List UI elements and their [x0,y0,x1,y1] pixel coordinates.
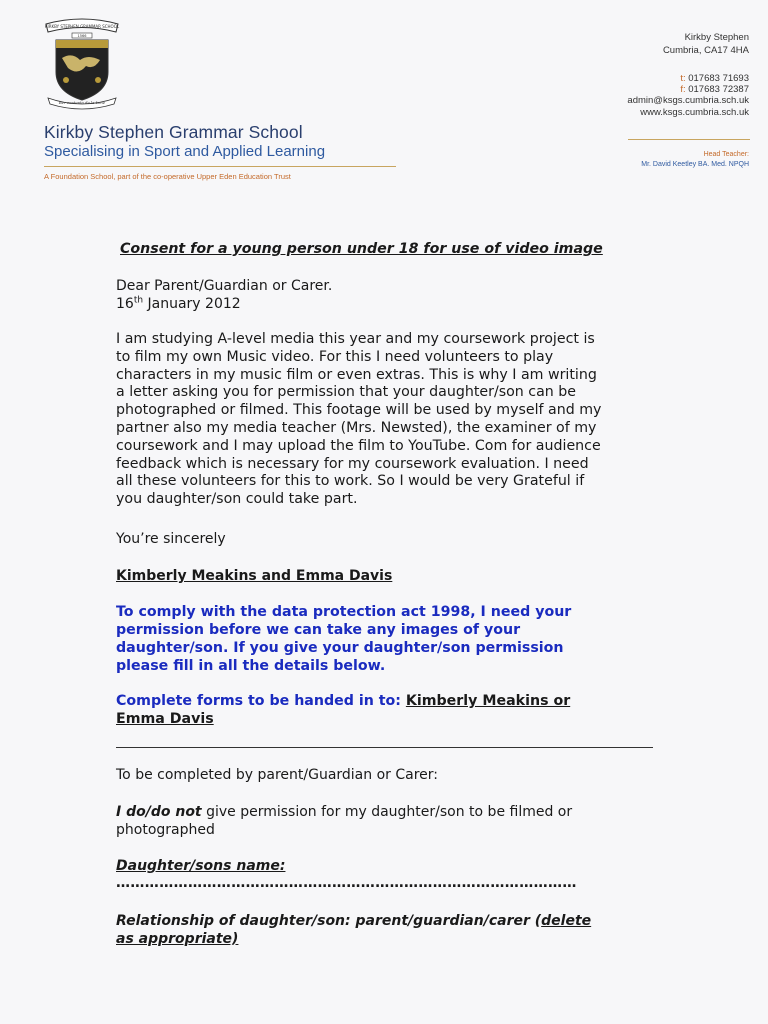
crest-year-text: 1566 [77,34,87,38]
body-line: feedback which is necessary for my coursework evaluation. I need [116,455,589,472]
relationship-delete: delete [541,913,592,929]
notice-line: To comply with the data protection act 1998, I need your [116,604,572,620]
phone-label: t: [680,73,686,84]
name-field-input[interactable]: …………………………………………………………………………………… [116,875,577,891]
signatories: Kimberly Meakins and Emma Davis [116,568,393,584]
hand-in-notice [116,692,570,728]
data-protection-notice [116,603,571,675]
school-tagline: Specialising in Sport and Applied Learning [44,143,326,160]
crest-banner-text: KIRKBY STEPHEN GRAMMAR SCHOOL [44,24,120,29]
permission-line [116,803,572,821]
school-crest-icon [42,14,122,110]
body-line: to film my own Music video. For this I need volunteers to play [116,348,554,365]
letter-body [116,331,601,509]
school-contacts [627,73,749,118]
phone-number: 017683 71693 [688,73,749,84]
hand-in-name: Emma Davis [116,711,214,727]
phone-line [627,73,749,84]
name-field-label: Daughter/sons name: [116,858,286,874]
head-teacher-divider [628,139,750,140]
body-line: photographed or filmed. This footage will be used by myself and my [116,402,602,419]
closing: You’re sincerely [116,531,226,547]
permission-choice[interactable]: I do/do not [116,804,202,820]
letterhead-divider [44,166,396,167]
date-day: 16 [116,296,134,312]
school-name: Kirkby Stephen Grammar School [44,122,303,142]
body-line: characters in my music film or even extras. This is why I am writing [116,366,597,383]
hand-in-name: Kimberly Meakins or [405,693,571,709]
letter-title: Consent for a young person under 18 for use of video image [120,241,603,257]
address-line: Cumbria, CA17 4HA [662,44,749,56]
hand-in-label: Complete forms to be handed in to: [116,693,406,709]
salutation: Dear Parent/Guardian or Carer. [116,278,333,294]
email-address: admin@ksgs.cumbria.sch.uk [627,95,749,107]
form-divider [116,747,653,748]
school-address [663,32,749,57]
fax-line [627,84,749,95]
body-line: a letter asking you for permission that your daughter/son can be [116,384,577,401]
body-line: I am studying A-level media this year and my coursework project is [116,331,595,347]
body-line: coursework and I may upload the film to YouTube. Com for audience [116,437,601,454]
notice-line: please fill in all the details below. [116,658,386,674]
body-line: partner also my media teacher (Mrs. Newsted), the examiner of my [116,419,597,436]
body-line: all these volunteers for this to work. So I would be very Grateful if [116,473,585,490]
head-teacher-title: Head Teacher: [703,151,749,158]
date-suffix: th [133,295,144,306]
notice-line: permission before we can take any images of your [116,622,521,638]
relationship-text: Relationship of daughter/son: parent/guardian/carer ( [116,913,542,929]
website-address: www.ksgs.cumbria.sch.uk [640,106,749,118]
foundation-note: A Foundation School, part of the co-operative Upper Eden Education Trust [44,172,291,181]
head-teacher-name: Mr. David Keetley BA. Med. NPQH [641,161,749,168]
fax-number: 017683 72387 [688,84,749,96]
date-rest: January 2012 [143,296,241,312]
permission-line-2: photographed [116,822,215,838]
notice-line: daughter/son. If you give your daughter/son permission [116,640,564,656]
address-line: Kirkby Stephen [684,32,749,43]
permission-text: give permission for my daughter/son to be filmed or [201,804,573,820]
crest-motto-text: Ber contenta de la Lone [58,100,106,105]
form-intro: To be completed by parent/Guardian or Carer: [116,767,438,783]
body-line: you daughter/son could take part. [116,491,358,508]
letter-date [116,295,241,313]
relationship-field[interactable] [116,912,591,930]
relationship-line-2: as appropriate) [116,931,239,947]
fax-label: f: [680,84,686,96]
